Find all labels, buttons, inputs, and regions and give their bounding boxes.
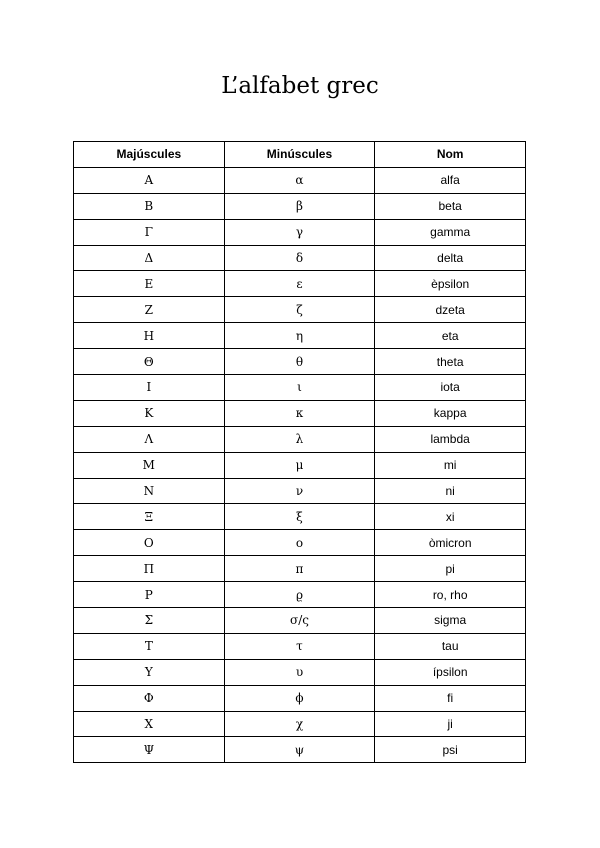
uppercase-letter: Ι (74, 375, 225, 401)
lowercase-letter: η (224, 323, 375, 349)
letter-name: tau (375, 633, 526, 659)
lowercase-letter: ξ (224, 504, 375, 530)
letter-name: eta (375, 323, 526, 349)
table-row (74, 297, 526, 323)
table-row (74, 685, 526, 711)
uppercase-letter: Λ (74, 426, 225, 452)
table-row (74, 452, 526, 478)
lowercase-letter: ε (224, 271, 375, 297)
letter-name: ni (375, 478, 526, 504)
uppercase-letter: Ν (74, 478, 225, 504)
uppercase-letter: Θ (74, 349, 225, 375)
lowercase-letter: μ (224, 452, 375, 478)
letter-name: dzeta (375, 297, 526, 323)
table-row (74, 426, 526, 452)
table-row (74, 323, 526, 349)
uppercase-letter: Γ (74, 219, 225, 245)
letter-name: gamma (375, 219, 526, 245)
uppercase-letter: Π (74, 556, 225, 582)
table-row (74, 167, 526, 193)
lowercase-letter: β (224, 193, 375, 219)
uppercase-letter: Σ (74, 608, 225, 634)
lowercase-letter: σ/ς (224, 608, 375, 634)
uppercase-letter: Δ (74, 245, 225, 271)
letter-name: pi (375, 556, 526, 582)
lowercase-letter: δ (224, 245, 375, 271)
letter-name: sigma (375, 608, 526, 634)
lowercase-letter: γ (224, 219, 375, 245)
table-body (74, 167, 526, 762)
uppercase-letter: Τ (74, 633, 225, 659)
lowercase-letter: κ (224, 400, 375, 426)
letter-name: kappa (375, 400, 526, 426)
letter-name: mi (375, 452, 526, 478)
page-title: L’alfabet grec (221, 73, 379, 99)
table-row (74, 219, 526, 245)
table-row (74, 349, 526, 375)
uppercase-letter: Β (74, 193, 225, 219)
letter-name: xi (375, 504, 526, 530)
table-row (74, 711, 526, 737)
table-row (74, 556, 526, 582)
letter-name: delta (375, 245, 526, 271)
header-uppercase: Majúscules (74, 142, 225, 168)
table-row (74, 530, 526, 556)
letter-name: theta (375, 349, 526, 375)
greek-alphabet-table (73, 141, 526, 763)
table-row (74, 659, 526, 685)
letter-name: ji (375, 711, 526, 737)
header-row (74, 142, 526, 168)
uppercase-letter: Χ (74, 711, 225, 737)
header-name: Nom (375, 142, 526, 168)
uppercase-letter: Κ (74, 400, 225, 426)
table-row (74, 504, 526, 530)
lowercase-letter: λ (224, 426, 375, 452)
uppercase-letter: Ρ (74, 582, 225, 608)
uppercase-letter: Υ (74, 659, 225, 685)
table-row (74, 245, 526, 271)
letter-name: beta (375, 193, 526, 219)
uppercase-letter: Ζ (74, 297, 225, 323)
uppercase-letter: Ψ (74, 737, 225, 763)
letter-name: iota (375, 375, 526, 401)
uppercase-letter: Α (74, 167, 225, 193)
uppercase-letter: Ο (74, 530, 225, 556)
lowercase-letter: ϱ (224, 582, 375, 608)
lowercase-letter: ο (224, 530, 375, 556)
uppercase-letter: Ε (74, 271, 225, 297)
table-row (74, 737, 526, 763)
table-row (74, 582, 526, 608)
lowercase-letter: ψ (224, 737, 375, 763)
letter-name: fi (375, 685, 526, 711)
lowercase-letter: υ (224, 659, 375, 685)
table-row (74, 271, 526, 297)
letter-name: èpsilon (375, 271, 526, 297)
lowercase-letter: τ (224, 633, 375, 659)
uppercase-letter: Η (74, 323, 225, 349)
lowercase-letter: θ (224, 349, 375, 375)
header-lowercase: Minúscules (224, 142, 375, 168)
table-row (74, 193, 526, 219)
letter-name: ro, rho (375, 582, 526, 608)
lowercase-letter: χ (224, 711, 375, 737)
lowercase-letter: α (224, 167, 375, 193)
lowercase-letter: ι (224, 375, 375, 401)
uppercase-letter: Μ (74, 452, 225, 478)
letter-name: alfa (375, 167, 526, 193)
table-row (74, 375, 526, 401)
letter-name: òmicron (375, 530, 526, 556)
table-row (74, 633, 526, 659)
uppercase-letter: Φ (74, 685, 225, 711)
letter-name: psi (375, 737, 526, 763)
table-row (74, 478, 526, 504)
uppercase-letter: Ξ (74, 504, 225, 530)
lowercase-letter: ϕ (224, 685, 375, 711)
letter-name: lambda (375, 426, 526, 452)
lowercase-letter: ν (224, 478, 375, 504)
lowercase-letter: ζ (224, 297, 375, 323)
table-row (74, 608, 526, 634)
table-row (74, 400, 526, 426)
lowercase-letter: π (224, 556, 375, 582)
letter-name: ípsilon (375, 659, 526, 685)
